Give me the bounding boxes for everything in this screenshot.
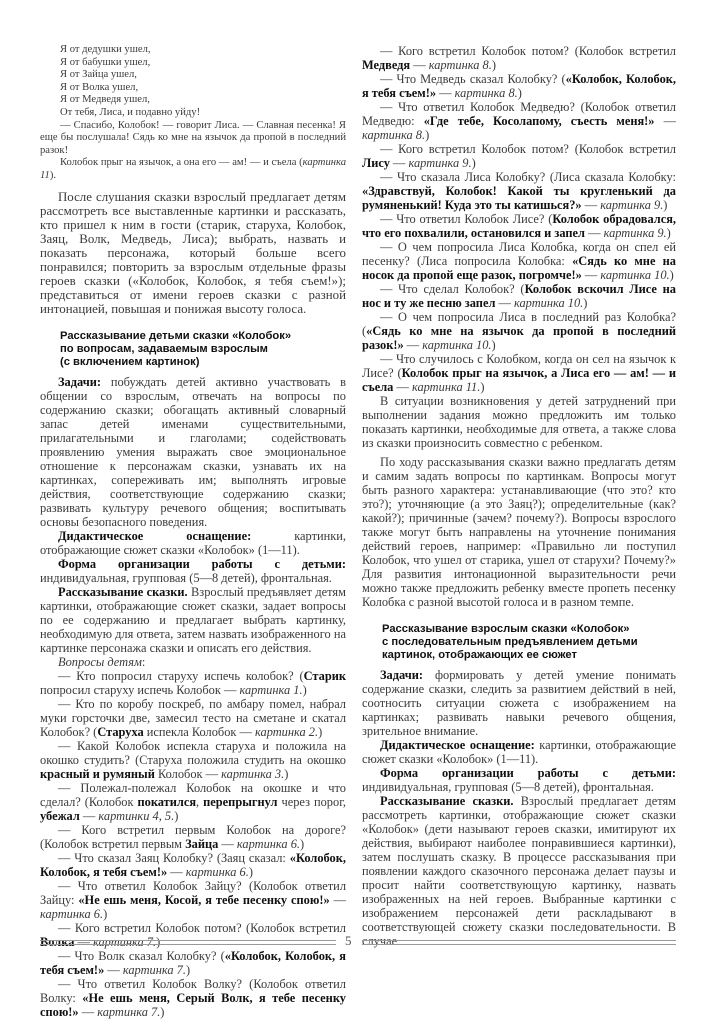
paragraph xyxy=(40,669,346,697)
paragraph xyxy=(40,697,346,739)
text: индивидуальная, групповая (5—8 детей), фронтальная. xyxy=(362,780,654,794)
text: ) xyxy=(174,809,179,824)
text: ) xyxy=(583,296,588,310)
text: — Что сказал Заяц Колобку? (Заяц сказал: xyxy=(58,851,290,866)
text: — xyxy=(581,268,601,282)
text: — Кого встретил Колобок потом? (Колобок встретил xyxy=(380,44,676,58)
text: через порог, xyxy=(277,795,346,810)
bold-text: Лису xyxy=(362,156,390,170)
section-heading-line: Рассказывание взрослым сказки «Колобок» xyxy=(382,623,630,635)
poem-line xyxy=(40,120,346,158)
paragraph xyxy=(362,455,676,609)
paragraph xyxy=(40,823,346,851)
poem-line xyxy=(40,82,346,95)
italic-text: картинка 9. xyxy=(408,156,472,170)
right-column xyxy=(362,44,676,948)
text: — Что ответил Колобок Медведю? (Колобок ответил Медведю: xyxy=(362,100,676,128)
text: — Что сказала Лиса Колобку? (Лиса сказала Колобку: xyxy=(380,170,676,184)
paragraph xyxy=(40,949,346,977)
text: ) xyxy=(663,198,668,212)
text: — Кого встретил Колобок потом? (Колобок встретил xyxy=(58,921,346,936)
bold-text: Волка xyxy=(40,935,75,950)
poem-line xyxy=(40,57,346,70)
text: — Кто по коробу поскреб, по амбару помел, набрал муки горсточки две, замесил тесто на сметане и скатал Колобок? ( xyxy=(40,697,346,740)
text: — Что ответил Колобок Волку? (Колобок ответил Волку: xyxy=(40,977,346,1006)
paragraph xyxy=(40,529,346,557)
italic-text: картинка 9. xyxy=(603,226,667,240)
text: ) xyxy=(491,338,496,352)
bold-text: «Не ешь меня, Косой, я тебе песенку спою!» xyxy=(78,893,330,908)
text: ) xyxy=(248,865,253,880)
paragraph xyxy=(362,310,676,352)
italic-text: картинка 10. xyxy=(600,268,670,282)
text: — xyxy=(584,226,604,240)
italic-text: картинка 6. xyxy=(236,837,300,852)
text: картинки, отображающие сюжет сказки «Колобок» (1—11). xyxy=(362,738,677,766)
bold-text: Медведя xyxy=(362,58,411,72)
bold-text: Колобок вскочил Лисе на нос и ту же песню запел xyxy=(362,282,676,310)
paragraph xyxy=(40,190,346,317)
bold-text: «Здравствуй, Колобок! Какой ты кругленький да румяненький! Куда это ты катишься?» xyxy=(362,184,676,212)
text: Я от Зайца ушел, xyxy=(60,69,137,81)
text: испекла Колобок — xyxy=(143,725,256,740)
bold-text: «Сядь ко мне на язычок да пропой в последний разок!» xyxy=(362,324,676,352)
paragraph xyxy=(362,766,676,794)
italic-text: картинка 8. xyxy=(428,58,492,72)
paragraph xyxy=(362,240,676,282)
section-heading xyxy=(40,330,346,369)
bold-text: Рассказывание сказки. xyxy=(380,794,521,808)
text: — Что ответил Колобок Лисе? ( xyxy=(380,212,553,226)
text: ) xyxy=(160,1005,165,1019)
bold-text: Старуха xyxy=(97,725,144,740)
paragraph xyxy=(362,394,676,450)
bold-text: Дидактическое оснащение: xyxy=(380,738,540,752)
text: ) xyxy=(480,380,485,394)
text: — xyxy=(654,114,676,128)
text: — xyxy=(104,963,123,978)
poem-line xyxy=(40,94,346,107)
italic-text: картинка 7. xyxy=(122,963,186,978)
text: — О чем попросила Лиса в последний раз Колобка? ( xyxy=(362,310,676,338)
text: — Полежал-полежал Колобок на окошке и что сделал? (Колобок xyxy=(40,781,346,810)
paragraph xyxy=(40,851,346,879)
text: В ситуации возникновения у детей затруднений при выполнении задания можно предложить им только показать картинки, необходимые для ответа, а также слова из сказки произносить совместно с ребенком. xyxy=(362,394,676,450)
text: — Что сделал Колобок? ( xyxy=(380,282,525,296)
bold-text: Рассказывание сказки. xyxy=(58,585,192,600)
text: ) xyxy=(300,837,305,852)
text: — xyxy=(329,893,346,908)
section-heading-line: Рассказывание детьми сказки «Колобок» xyxy=(60,330,292,343)
poem-line xyxy=(40,44,346,57)
text: Я от дедушки ушел, xyxy=(60,44,151,55)
text: — xyxy=(495,296,514,310)
paragraph xyxy=(362,794,676,948)
text: Колобок — xyxy=(154,767,222,782)
text: — xyxy=(167,865,186,880)
text: ) xyxy=(156,935,161,950)
bold-text: перепрыгнул xyxy=(203,795,278,810)
text: Я от Волка ушел, xyxy=(60,81,139,93)
paragraph xyxy=(362,72,676,100)
text: ) xyxy=(318,725,323,740)
footer-rule-left xyxy=(40,940,336,945)
italic-text: картинка 7. xyxy=(93,935,157,950)
text: побуждать детей активно участвовать в общении со взрослым, отвечать на вопросы по содержанию сказки; обогащать активный словарный запас детей именами существительными, прилагательными и глаголами; содействовать проявлению умения выражать свое эмоциональное отношение к персонажам сказки, узнавать их на картинках, сопереживать им; выполнять игровые действия, соответствующие содержанию сказки; развивать культуру речевого общения; воспитывать основы безопасного поведения. xyxy=(40,375,347,530)
poem-line xyxy=(40,157,346,182)
paragraph xyxy=(362,282,676,310)
text: После слушания сказки взрослый предлагает детям рассмотреть все выставленные картинки и рассказать, кто пришел к ним в гости (старик, старуха, Колобок, Заяц, Волк, Медведь, Лиса); выбрать, назвать и показать персонажа, который больше всего понравился; повторить за взрослым отдельные фразы героев сказки («Колобок, Колобок, я тебя съем!»); представиться от имени героев сказки с разной интонацией, повышая и понижая высоту голоса. xyxy=(40,189,346,317)
paragraph xyxy=(40,375,346,529)
text: — Какой Колобок испекла старуха и положила на окошко студить? (Старуха положила студить на окошко xyxy=(40,739,346,768)
paragraph xyxy=(40,977,346,1019)
bold-text: Колобок обрадовался, что его похвалили, остановился и запел xyxy=(362,212,677,240)
italic-text: картинка 2. xyxy=(255,725,319,740)
italic-text: картинка 9. xyxy=(600,198,664,212)
paragraph xyxy=(40,781,346,823)
paragraph xyxy=(362,100,676,142)
text: : xyxy=(141,655,146,670)
text: картинки, отображающие сюжет сказки «Колобок» (1—11). xyxy=(40,529,346,558)
bold-text: Форма организации работы с детьми: xyxy=(380,766,676,780)
text: ) xyxy=(425,128,430,142)
left-column xyxy=(40,44,346,1019)
paragraph xyxy=(40,879,346,921)
text: — О чем попросила Лиса Колобка, когда он спел ей песенку? (Лиса попросила Колобка: xyxy=(362,240,676,268)
bold-text: Колобок прыг на язычок, а Лиса его — ам! — и съела xyxy=(362,366,676,394)
italic-text: картинка 11 xyxy=(40,157,346,181)
text: Колобок прыг на язычок, а она его — ам! — и съела ( xyxy=(60,157,303,169)
section-heading xyxy=(362,623,676,662)
text: — Что ответил Колобок Зайцу? (Колобок ответил Зайцу: xyxy=(40,879,346,908)
bold-text: «Колобок, Колобок, я тебя съем!» xyxy=(40,949,346,978)
text: ) xyxy=(302,683,307,698)
italic-text: картинка 6. xyxy=(40,907,104,922)
bold-text: Дидактическое оснащение: xyxy=(58,529,295,544)
paragraph xyxy=(362,142,676,170)
text: — Спасибо, Колобок! — говорит Лиса. — Славная песенка! Я еще бы послушала! Сядь ко мне на язычок да пропой в последний разок! xyxy=(40,119,346,156)
text: — xyxy=(581,198,601,212)
text: ) xyxy=(491,58,496,72)
paragraph xyxy=(362,170,676,212)
text: ). xyxy=(49,169,56,181)
page-number: 5 xyxy=(345,933,352,948)
text: формировать у детей умение понимать содержание сказки, следить за развитием действий в ней, соотносить ситуации сюжета с изображением на картинках; развивать навыки речевого общения, зрительное внимание. xyxy=(362,668,676,738)
italic-text: картинка 1. xyxy=(239,683,303,698)
paragraph xyxy=(40,739,346,781)
text: ) xyxy=(284,767,289,782)
text: — xyxy=(79,809,99,824)
bold-text: «Сядь ко мне на носок да пропой еще разок, погромче!» xyxy=(362,254,676,282)
text: попросил старуху испечь Колобок — xyxy=(40,683,240,698)
text: ) xyxy=(471,156,476,170)
bold-text: «Колобок, Колобок, я тебя съем!» xyxy=(40,851,346,880)
text: — Что Медведь сказал Колобку? ( xyxy=(380,72,566,86)
bold-text: «Колобок, Колобок, я тебя съем!» xyxy=(362,72,676,100)
text: , xyxy=(196,795,204,810)
text: индивидуальная, групповая (5—8 детей), фронтальная. xyxy=(40,571,332,586)
bold-text: убежал xyxy=(40,809,80,824)
text: От тебя, Лиса, и подавно уйду! xyxy=(60,106,201,118)
text: — xyxy=(436,86,455,100)
paragraph xyxy=(40,557,346,585)
section-heading-line: картинок, отображающих ее сюжет xyxy=(382,649,577,661)
bold-text: Задачи: xyxy=(58,375,111,390)
text: — Что случилось с Колобком, когда он сел на язычок к Лисе? ( xyxy=(362,352,676,380)
section-heading-line: (с включением картинок) xyxy=(60,356,200,369)
text: — Кто попросил старуху испечь колобок? ( xyxy=(58,669,304,684)
poem-line xyxy=(40,69,346,82)
text: ) xyxy=(666,226,671,240)
footer-rule-right xyxy=(362,940,676,945)
bold-text: красный и румяный xyxy=(40,767,155,782)
text: — xyxy=(403,338,423,352)
text: — xyxy=(218,837,237,852)
italic-text: картинка 3. xyxy=(221,767,285,782)
text: ) xyxy=(103,907,108,922)
bold-text: Старик xyxy=(303,669,346,684)
text: По ходу рассказывания сказки важно предлагать детям и самим задать вопросы по картинкам. Вопросы могут быть разного характера: устанавливающие (что это? кто это?); уточняющие (а это Заяц?); определительные (как? какой?); причинные (зачем? почему?). Вопросы взрослого также могут быть направлены на уточнение понимания действий героев, например: «Правильно ли поступил Колобок, что ушел от старика, ушел от старухи? Почему?» Для развития интонационной выразительности речи можно также предложить ребенку вместе пропеть песенку Колобка с разной высотой голоса и в разном темпе. xyxy=(362,455,676,609)
bold-text: Зайца xyxy=(185,837,219,852)
text: ) xyxy=(185,963,191,978)
paragraph xyxy=(362,44,676,72)
italic-text: картинки 4, 5. xyxy=(98,809,175,824)
text: ) xyxy=(517,86,522,100)
italic-text: картинка 6. xyxy=(185,865,249,880)
text: Я от Медведя ушел, xyxy=(60,94,150,106)
paragraph xyxy=(40,921,346,949)
italic-text: картинка 8. xyxy=(454,86,518,100)
italic-text: картинка 10. xyxy=(514,296,584,310)
text: — xyxy=(393,380,412,394)
paragraph xyxy=(362,352,676,394)
paragraph xyxy=(362,668,676,738)
italic-text: Вопросы детям xyxy=(58,655,142,670)
bold-text: Форма организации работы с детьми: xyxy=(58,557,346,572)
text: Я от бабушки ушел, xyxy=(60,56,151,68)
text: — Кого встретил первым Колобок на дороге? (Колобок встретил первым xyxy=(40,823,346,852)
italic-text: картинка 10. xyxy=(422,338,492,352)
text: Взрослый предлагает детям рассмотреть картинки, отображающие сюжет сказки «Колобок» (дети называют героев сказки, имитируют их действия, выбирают наиболее понравившиеся картинки), затем послушать сказку. В процессе рассказывания при появлении каждого сказочного персонажа делает паузы и просит найти соответствующую картинку, назвать изображенных на ней героев. Выбранные картинки с изображением персонажей дети раскладывают в соответствующей сюжету сказки последовательности. В случае xyxy=(362,794,676,948)
paragraph xyxy=(362,212,676,240)
bold-text: «Не ешь меня, Серый Волк, я тебе песенку спою!» xyxy=(40,991,346,1019)
text: — xyxy=(74,935,93,950)
bold-text: покатился xyxy=(137,795,197,810)
text: ) xyxy=(669,268,674,282)
bold-text: Задачи: xyxy=(380,668,436,682)
text: — xyxy=(78,1005,98,1019)
text: Взрослый предъявляет детям картинки, отображающие сюжет сказки, задает вопросы по ее содержанию и предлагает выбрать картинку, необходимую для ответа, затем назвать изображенного на картинке персонажа сказки и описать его действия. xyxy=(40,585,346,656)
text: — xyxy=(389,156,409,170)
italic-text: картинка 7. xyxy=(97,1005,161,1019)
poem-line xyxy=(40,107,346,120)
text: — Что Волк сказал Колобку? ( xyxy=(58,949,225,964)
section-heading-line: с последовательным предъявлением детьми xyxy=(382,636,638,648)
paragraph xyxy=(40,585,346,655)
bold-text: «Где тебе, Косолапому, съесть меня!» xyxy=(423,114,655,128)
paragraph xyxy=(40,655,346,669)
text: — xyxy=(410,58,429,72)
italic-text: картинка 8. xyxy=(362,128,426,142)
paragraph xyxy=(362,738,676,766)
italic-text: картинка 11. xyxy=(411,380,481,394)
text: — Кого встретил Колобок потом? (Колобок встретил xyxy=(380,142,676,156)
section-heading-line: по вопросам, задаваемым взрослым xyxy=(60,343,268,356)
